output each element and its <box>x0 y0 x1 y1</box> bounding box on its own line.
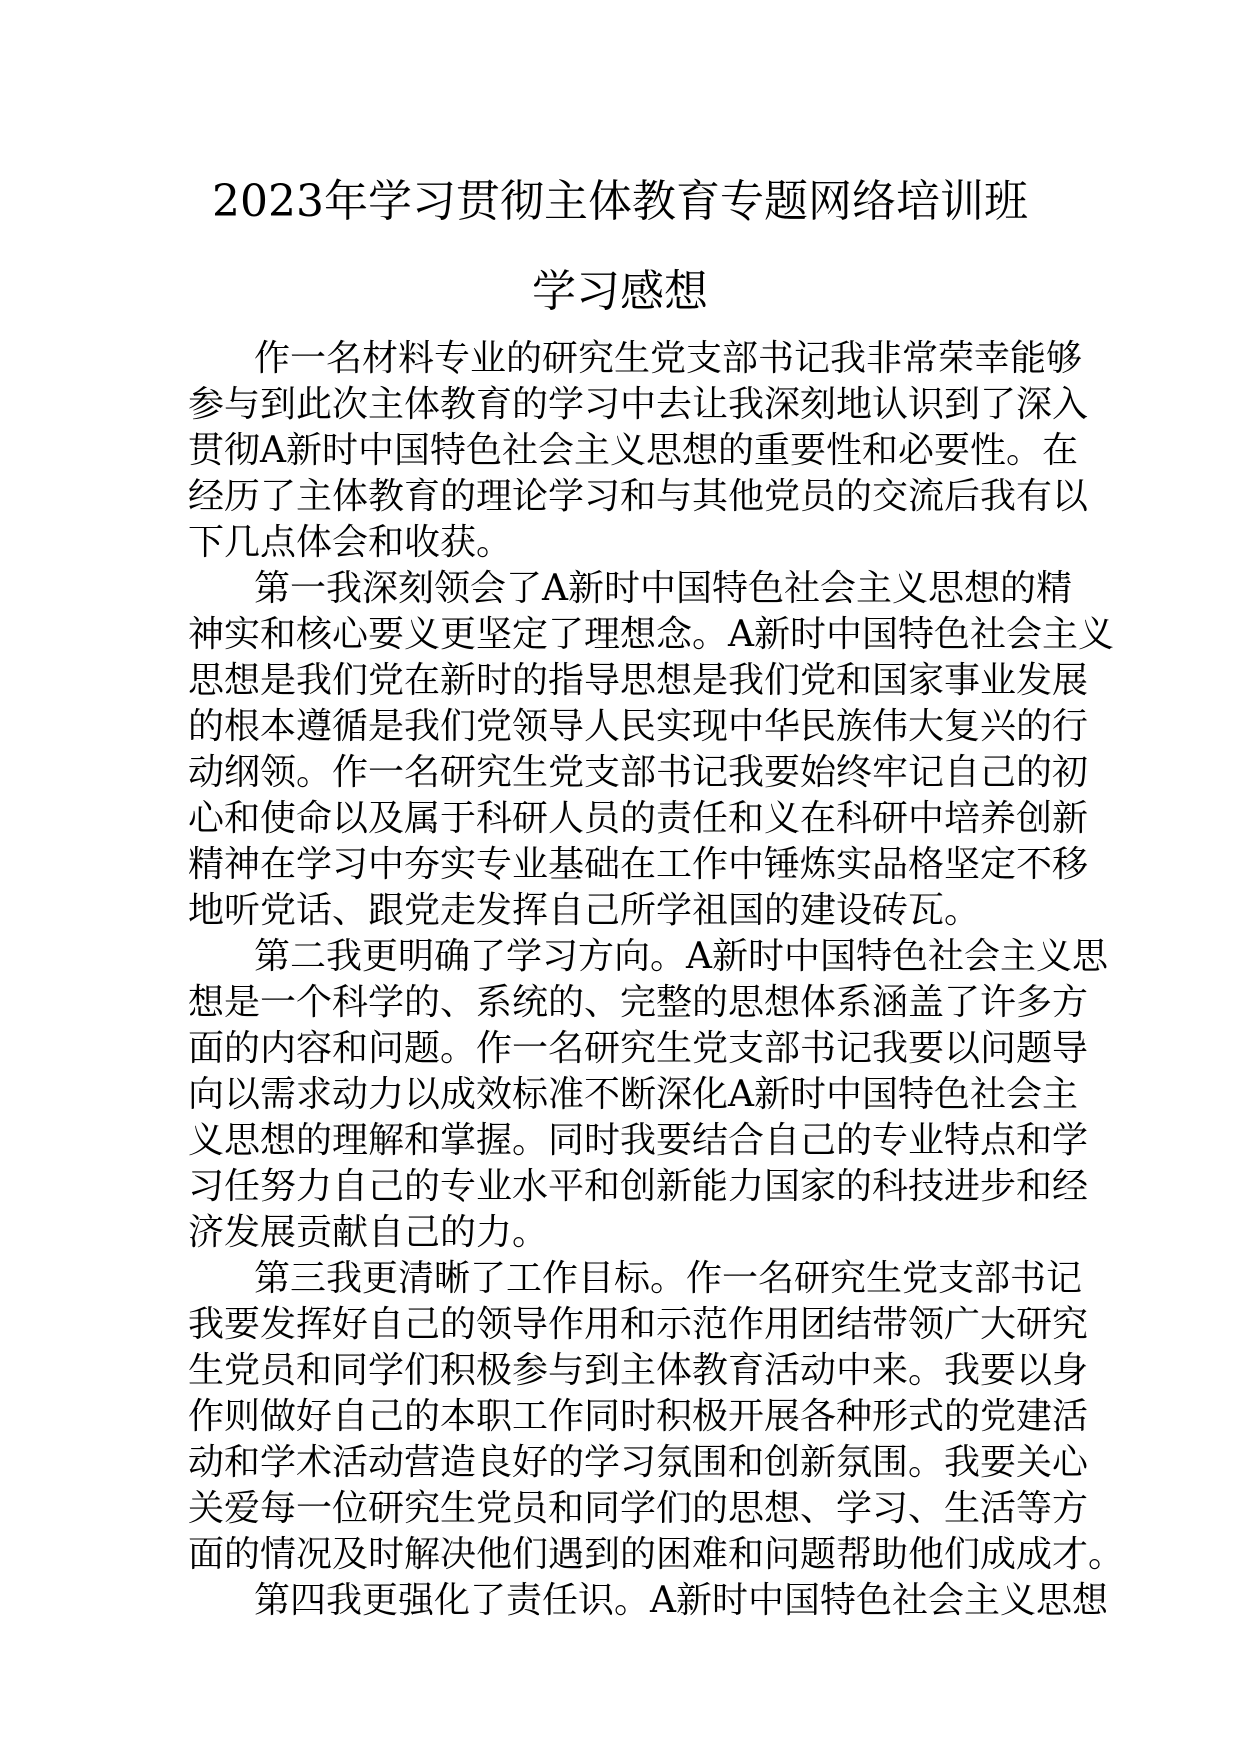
text-line: 经历了主体教育的理论学习和与其他党员的交流后我有以 <box>188 476 1089 517</box>
text-line: 地听党话、跟党走发挥自己所学祖国的建设砖瓦。 <box>188 890 981 931</box>
text-line: 关爱每一位研究生党员和同学们的思想、学习、生活等方 <box>188 1488 1089 1529</box>
document-title-line-2: 学习感想 <box>532 266 708 317</box>
text-line: 义思想的理解和掌握。同时我要结合自己的专业特点和学 <box>188 1120 1089 1161</box>
text-line: 面的内容和问题。作一名研究生党支部书记我要以问题导 <box>188 1028 1089 1069</box>
text-line: 作一名材料专业的研究生党支部书记我非常荣幸能够 <box>254 338 1083 379</box>
text-line: 参与到此次主体教育的学习中去让我深刻地认识到了深入 <box>188 384 1089 425</box>
document-title-line-1: 2023年学习贯彻主体教育专题网络培训班 <box>212 176 1028 227</box>
text-line: 生党员和同学们积极参与到主体教育活动中来。我要以身 <box>188 1350 1089 1391</box>
text-line: 我要发挥好自己的领导作用和示范作用团结带领广大研究 <box>188 1304 1089 1345</box>
text-line: 习任努力自己的专业水平和创新能力国家的科技进步和经 <box>188 1166 1089 1207</box>
text-line: 第三我更清晰了工作目标。作一名研究生党支部书记 <box>254 1258 1083 1299</box>
text-line: 向以需求动力以成效标准不断深化A新时中国特色社会主 <box>188 1074 1078 1115</box>
text-line: 作则做好自己的本职工作同时积极开展各种形式的党建活 <box>188 1396 1089 1437</box>
text-line: 第四我更强化了责任识。A新时中国特色社会主义思想 <box>254 1580 1108 1621</box>
text-line: 贯彻A新时中国特色社会主义思想的重要性和必要性。在 <box>188 430 1078 471</box>
text-line: 心和使命以及属于科研人员的责任和义在科研中培养创新 <box>188 798 1089 839</box>
text-line: 第二我更明确了学习方向。A新时中国特色社会主义思 <box>254 936 1108 977</box>
text-line: 思想是我们党在新时的指导思想是我们党和国家事业发展 <box>188 660 1089 701</box>
text-line: 精神在学习中夯实专业基础在工作中锤炼实品格坚定不移 <box>188 844 1089 885</box>
document-body <box>188 336 1125 1624</box>
text-line: 的根本遵循是我们党领导人民实现中华民族伟大复兴的行 <box>188 706 1089 747</box>
text-line: 动和学术活动营造良好的学习氛围和创新氛围。我要关心 <box>188 1442 1089 1483</box>
text-line: 济发展贡献自己的力。 <box>188 1212 549 1253</box>
text-line: 第一我深刻领会了A新时中国特色社会主义思想的精 <box>254 568 1072 609</box>
text-line: 下几点体会和收获。 <box>188 522 513 563</box>
text-line: 动纲领。作一名研究生党支部书记我要始终牢记自己的初 <box>188 752 1089 793</box>
text-line: 想是一个科学的、系统的、完整的思想体系涵盖了许多方 <box>188 982 1089 1023</box>
text-line: 面的情况及时解决他们遇到的困难和问题帮助他们成成才。 <box>188 1534 1125 1575</box>
text-line: 神实和核心要义更坚定了理想念。A新时中国特色社会主义 <box>188 614 1114 655</box>
